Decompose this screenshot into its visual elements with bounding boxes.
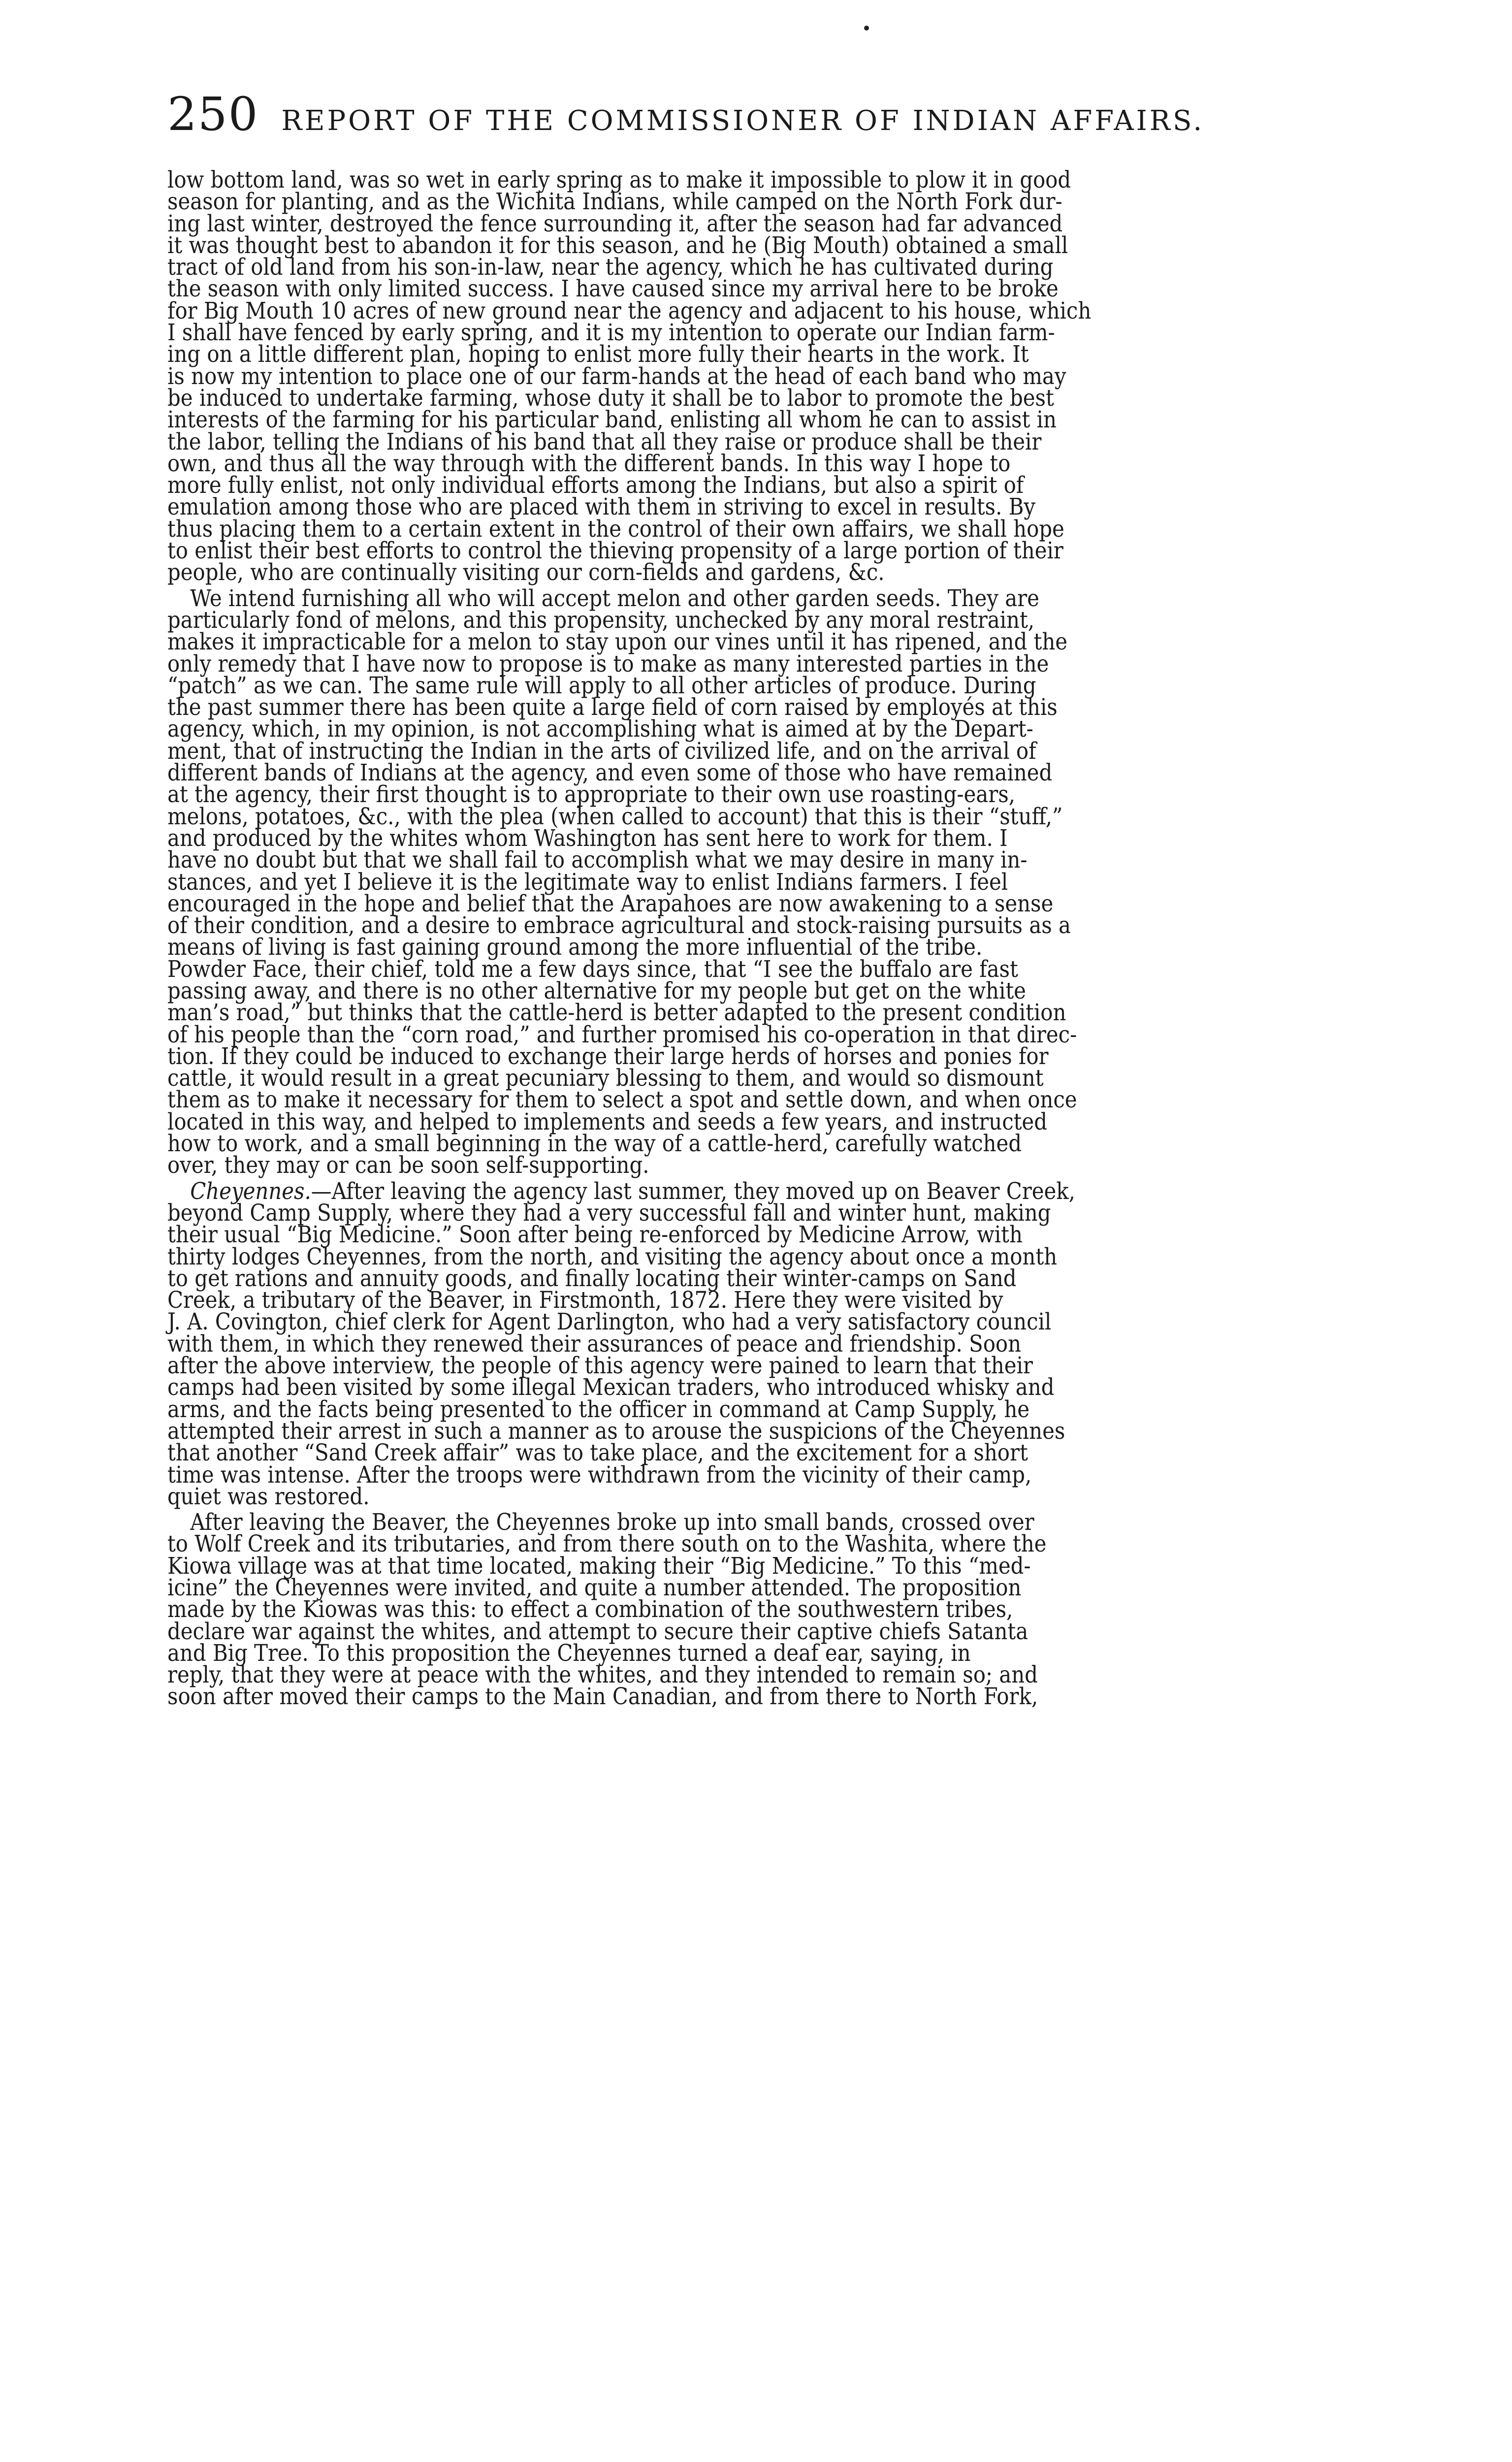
text-line: have no doubt but that we shall fail to accomplish what we may desire in many in- [167,846,1028,874]
text-line: reply, that they were at peace with the whites, and they intended to remain so; and [167,1661,1038,1689]
text-line: passing away, and there is no other alternative for my people but get on the white [167,977,1026,1004]
text-line: that another “Sand Creek affair” was to take place, and the excitement for a short [167,1439,1028,1467]
text-line: melons, potatoes, &c., with the plea (when called to account) that this is their “stuff,” [167,803,1063,830]
text-line: attempted their arrest in such a manner as to arouse the suspicions of the Cheyennes [167,1417,1065,1445]
text-line: of their condition, and a desire to embrace agricultural and stock-raising pursuits as a [167,912,1071,939]
text-line: season for planting, and as the Wichita Indians, while camped on the North Fork dur- [167,188,1062,216]
text-line: beyond Camp Supply, where they had a very successful fall and winter hunt, making [167,1199,1051,1227]
text-line: interests of the farming for his particular band, enlisting all whom he can to assist in [167,406,1057,434]
text-line: made by the Kiowas was this: to effect a combination of the southwestern tribes, [167,1596,1013,1623]
text-line: them as to make it necessary for them to select a spot and settle down, and when once [167,1086,1077,1114]
text-line: different bands of Indians at the agency, and even some of those who have remained [167,759,1053,787]
text-line: thus placing them to a certain extent in the control of their own affairs, we shall hope [167,515,1064,543]
text-line: thirty lodges Cheyennes, from the north, and visiting the agency about once a month [167,1243,1058,1270]
text-line: after the above interview, the people of this agency were pained to learn that their [167,1352,1033,1380]
text-line: and produced by the whites whom Washington has sent here to work for them. I [167,824,1008,852]
text-line: the past summer there has been quite a large field of corn raised by employés at this [167,694,1058,721]
text-line: more fully enlist, not only individual efforts among the Indians, but also a spirit of [167,472,1024,499]
text-line: the labor, telling the Indians of his band that all they raise or produce shall be their [167,428,1042,455]
paragraph [167,166,1508,586]
text-line: ing on a little different plan, hoping to enlist more fully their hearts in the work. It [167,341,1029,368]
text-line: be induced to undertake farming, whose duty it shall be to labor to promote the best [167,384,1054,412]
text-line: Creek, a tributary of the Beaver, in Firstmonth, 1872. Here they were visited by [167,1287,1003,1314]
text-line: icine” the Cheyennes were invited, and quite a number attended. The proposition [167,1574,1022,1601]
text-line: and Big Tree. To this proposition the Cheyennes turned a deaf ear, saying, in [167,1639,971,1667]
paragraph [167,584,1508,1179]
text-line: particularly fond of melons, and this propensity, unchecked by any moral restraint, [167,606,1035,634]
text-line: means of living is fast gaining ground among the more influential of the tribe. [167,934,983,961]
text-line: is now my intention to place one of our farm-hands at the head of each band who may [167,362,1066,390]
ink-speck [864,26,869,31]
text-line: to get rations and annuity goods, and finally locating their winter-camps on Sand [167,1264,1017,1292]
text-line: “patch” as we can. The same rule will apply to all other articles of produce. During [167,672,1036,699]
text-line: over, they may or can be soon self-supporting. [167,1152,649,1179]
text-line: cattle, it would result in a great pecuniary blessing to them, and would so dismount [167,1065,1044,1092]
paragraph [167,1509,1508,1711]
page-header [167,88,1467,147]
text-line: Kiowa village was at that time located, making their “Big Medicine.” To this “med- [167,1552,1031,1580]
text-line: makes it impracticable for a melon to stay upon our vines until it has ripened, and the [167,628,1068,656]
text-line: to enlist their best efforts to control the thieving propensity of a large portion of their [167,537,1063,565]
running-head: REPORT OF THE COMMISSIONER OF INDIAN AFFAIRS. [281,105,1205,137]
text-line: After leaving the Beaver, the Cheyennes broke up into small bands, crossed over [190,1509,1034,1536]
text-line: located in this way, and helped to implements and seeds a few years, and instructed [167,1108,1047,1135]
page-number: 250 [167,88,259,141]
text-line: I shall have fenced by early spring, and it is my intention to operate our Indian farm- [167,319,1055,347]
text-line: low bottom land, was so wet in early spring as to make it impossible to plow it in good [167,166,1071,194]
body-text [167,166,1508,1711]
text-line: with them, in which they renewed their assurances of peace and friendship. Soon [167,1330,1022,1358]
text-line: at the agency, their first thought is to appropriate to their own use roasting-ears, [167,781,1015,809]
text-line: it was thought best to abandon it for this season, and he (Big Mouth) obtained a small [167,231,1068,259]
text-line: agency, which, in my opinion, is not accomplishing what is aimed at by the Depart- [167,715,1033,743]
text-line: man’s road,” but thinks that the cattle-herd is better adapted to the present condition [167,999,1066,1027]
text-line: quiet was restored. [167,1483,370,1510]
text-line: declare war against the whites, and attempt to secure their captive chiefs Satanta [167,1618,1029,1645]
text-line-rest: —After leaving the agency last summer, they moved up on Beaver Creek, [311,1177,1075,1205]
text-line: own, and thus all the way through with the different bands. In this way I hope to [167,450,1011,477]
text-line: tion. If they could be induced to exchange their large herds of horses and ponies for [167,1042,1049,1070]
text-line: Powder Face, their chief, told me a few days since, that “I see the buffalo are fast [167,955,1018,983]
text-line: tract of old land from his son-in-law, near the agency, which he has cultivated during [167,254,1054,281]
text-line: the season with only limited success. I have caused since my arrival here to be broke [167,275,1059,303]
text-line: camps had been visited by some illegal Mexican traders, who introduced whisky and [167,1374,1055,1401]
text-line: encouraged in the hope and belief that the Arapahoes are now awakening to a sense [167,890,1054,917]
text-line: emulation among those who are placed with them in striving to excel in results. By [167,493,1035,521]
text-line: We intend furnishing all who will accept melon and other garden seeds. They are [190,584,1039,612]
text-line: time was intense. After the troops were withdrawn from the vicinity of their camp, [167,1461,1032,1489]
text-line: of his people than the “corn road,” and further promised his co-operation in that direc- [167,1021,1077,1048]
text-line: for Big Mouth 10 acres of new ground near the agency and adjacent to his house, which [167,297,1092,324]
text-line: J. A. Covington, chief clerk for Agent Darlington, who had a very satisfactory council [167,1308,1052,1336]
text-line: stances, and yet I believe it is the legitimate way to enlist Indians farmers. I feel [167,868,1008,896]
text-line: arms, and the facts being presented to the officer in command at Camp Supply, he [167,1395,1030,1423]
text-line: to Wolf Creek and its tributaries, and from there south on to the Washita, where the [167,1530,1047,1558]
text-line: their usual “Big Medicine.” Soon after being re-enforced by Medicine Arrow, with [167,1221,1023,1249]
text-line: ing last winter, destroyed the fence surrounding it, after the season had far advanced [167,210,1063,237]
paragraph [167,1177,1508,1510]
section-lead: Cheyennes. [190,1177,311,1205]
text-line: people, who are continually visiting our corn-fields and gardens, &c. [167,559,885,586]
text-line: ment, that of instructing the Indian in the arts of civilized life, and on the arrival of [167,737,1036,765]
text-line: only remedy that I have now to propose is to make as many interested parties in the [167,650,1049,678]
text-line: soon after moved their camps to the Main Canadian, and from there to North Fork, [167,1683,1038,1711]
text-line: how to work, and a small beginning in the way of a cattle-herd, carefully watched [167,1130,1022,1158]
